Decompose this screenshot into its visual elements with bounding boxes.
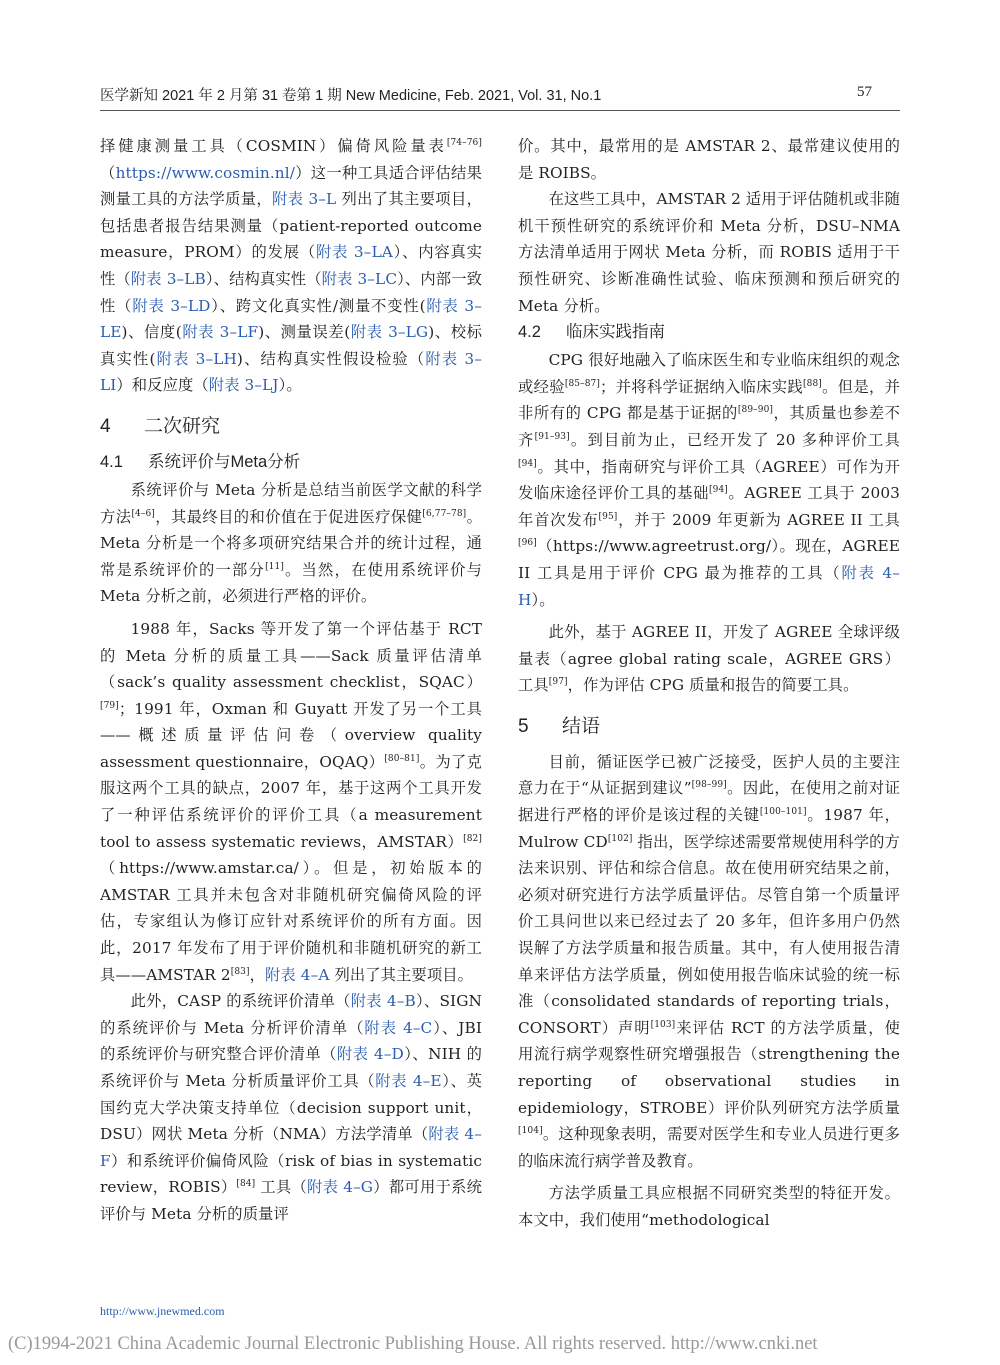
text: 价。其中，最常用的是 AMSTAR 2、最常建议使用的是 ROIBS。 (518, 137, 900, 182)
text: （https://www.agreetrust.org/）。现在，AGREE II 工具是用于评价 CPG 最为推荐的工具（ (518, 537, 900, 582)
appendix-link[interactable]: 附表 3–LH (155, 349, 237, 368)
text: ）和系统评价偏倚风险（risk of bias in systematic review，ROBIS） (100, 1151, 482, 1197)
citation-ref[interactable]: [102] (607, 833, 633, 844)
citation-ref[interactable]: [83] (230, 966, 250, 977)
section-number: 4 (100, 415, 111, 437)
paragraph-cpg (518, 347, 900, 613)
citation-ref[interactable]: [82] (463, 833, 482, 844)
section-title: 结语 (562, 715, 601, 737)
text: ）。 (531, 590, 555, 609)
paragraph-methodological (518, 1180, 900, 1233)
text: 。1987 年，Mulrow CD (518, 806, 900, 851)
paragraph-amstar-history (100, 616, 482, 988)
appendix-link[interactable]: 附表 3–LE (100, 296, 483, 342)
cosmin-url-link[interactable]: https://www.cosmin.nl/ (115, 163, 296, 182)
text: （ (100, 163, 116, 182)
citation-ref[interactable]: [97] (548, 677, 568, 688)
text: CPG 很好地融入了临床医生和专业临床组织的观念或经验 (518, 351, 900, 396)
text: ；1991 年，Oxman 和 Guyatt 开发了另一个工具——概述质量评估问卷（overview quality assessment questionnaire，OQAQ） (100, 699, 482, 771)
citation-ref[interactable]: [6,77–78] (422, 508, 467, 519)
text: ；并将科学证据纳入临床实践 (600, 377, 804, 396)
citation-ref[interactable]: [94] (518, 458, 537, 469)
citation-ref[interactable]: [80–81] (384, 753, 420, 764)
citation-ref[interactable]: [74–76] (446, 138, 482, 148)
text: ）、英国约克大学决策支持单位（decision support unit，DSU）网状 Meta 分析（NMA）方法学清单（ (100, 1072, 482, 1144)
appendix-link[interactable]: 附表 3–LA (316, 243, 393, 262)
subsection-heading-4-2 (518, 319, 900, 345)
right-column (518, 133, 900, 1234)
text: 。Meta 分析是一个将多项研究结果合并的统计过程，通常是系统评价的一部分 (100, 507, 483, 579)
text: ）、结构真实性（ (205, 269, 322, 288)
appendix-link[interactable]: 附表 4–A (265, 965, 330, 984)
section-title: 临床实践指南 (566, 323, 665, 342)
text: 1988 年，Sacks 等开发了第一个评估基于 RCT 的 Meta 分析的质量工具——Sack 质量评估清单（sack’s quality assessment checklist，SQAC） (100, 619, 482, 692)
citation-ref[interactable]: [88] (803, 378, 822, 389)
section-number: 4.2 (518, 323, 541, 342)
appendix-link[interactable]: 附表 4–B (350, 992, 416, 1011)
text: )、信度( (121, 323, 182, 342)
text: 在这些工具中，AMSTAR 2 适用于评估随机或非随机干预性研究的系统评价和 Meta 分析，DSU–NMA 方法清单适用于网状 Meta 分析，而 ROBIS 适用于干预性研究、诊断准确性试验、临床预测和预后研究的 Meta 分析。 (518, 190, 900, 315)
section-heading-5 (518, 713, 900, 741)
text: 。因此，在使用之前对证据进行严格的评价是该过程的关键 (518, 779, 900, 825)
section-title: 二次研究 (144, 415, 221, 437)
appendix-link[interactable]: 附表 3–LG (350, 323, 429, 342)
text: ）这一种工具适合评估结果测量工具的方法学质量， (100, 163, 482, 209)
citation-ref[interactable]: [91–93] (534, 431, 570, 442)
paragraph-sr-meta (100, 477, 482, 610)
text: ）都可用于系统评价与 Meta 分析的质量评 (100, 1178, 482, 1223)
text: 择健康测量工具（COSMIN）偏倚风险量表 (100, 137, 447, 155)
text: ，其最终目的和价值在于促进医疗保健 (154, 507, 423, 526)
text: ，并于 2009 年更新为 AGREE II 工具 (617, 510, 900, 529)
header-rule (100, 110, 900, 111)
appendix-link[interactable]: 附表 3–LB (130, 269, 206, 288)
appendix-link[interactable]: 附表 3–LD (132, 296, 211, 315)
text: )、测量误差( (258, 323, 351, 342)
appendix-link[interactable]: 附表 4–G (307, 1178, 374, 1197)
subsection-heading-4-1 (100, 449, 482, 475)
appendix-link[interactable]: 附表 3–LJ (208, 376, 279, 395)
text: 。AGREE 工具于 2003 年首次发布 (518, 484, 900, 529)
paragraph-cosmin (100, 133, 482, 399)
text: ）、跨文化真实性/测量不变性( (210, 296, 426, 315)
citation-ref[interactable]: [11] (265, 561, 284, 572)
citation-ref[interactable]: [98–99] (691, 780, 727, 791)
text: 目前，循证医学已被广泛接受，医护人员的主要注意力在于“从证据到建议” (518, 752, 900, 798)
text: ）、内容真实性（ (100, 243, 482, 288)
text: ，作为评估 CPG 质量和报告的简要工具。 (567, 676, 859, 695)
appendix-link[interactable]: 附表 4–H (518, 563, 900, 609)
text: 。当然，在使用系统评价与 Meta 分析之前，必须进行严格的评价。 (100, 560, 482, 606)
citation-ref[interactable]: [89–90] (737, 405, 774, 416)
appendix-link[interactable]: 附表 4–E (375, 1072, 442, 1090)
text: ）、JBI 的系统评价与研究整合评价清单（ (100, 1018, 482, 1064)
text: ， (249, 965, 265, 984)
appendix-link[interactable]: 附表 4–D (336, 1045, 404, 1064)
text: ）。 (278, 376, 302, 395)
paragraph-other-tools (100, 988, 482, 1227)
section-number: 5 (518, 715, 529, 737)
text: 列出了其主要项目，包括患者报告结果测量（patient-reported outcome measure，PROM）的发展（ (100, 190, 482, 262)
text: ）、内部一致性（ (100, 269, 483, 315)
left-column (100, 133, 482, 1228)
citation-ref[interactable]: [100–101] (759, 807, 807, 818)
paragraph-continued (518, 133, 900, 186)
paragraph-agree-grs (518, 619, 900, 699)
text: 。但是，并非所有的 CPG 都是基于证据的 (518, 377, 900, 423)
citation-ref[interactable]: [84] (236, 1179, 256, 1190)
appendix-link[interactable]: 附表 4–C (364, 1018, 433, 1037)
text: )、结构真实性假设检验（ (236, 349, 426, 368)
text: 工具（ (255, 1178, 308, 1197)
text: 。为了克服这两个工具的缺点，2007 年，基于这两个工具开发了一种评估系统评价的评价工具（a measurement tool to assess systematic reviews，AMSTAR） (100, 752, 482, 851)
citation-ref[interactable]: [104] (518, 1126, 543, 1137)
text: 此外，CASP 的系统评价清单（ (130, 992, 351, 1011)
text: ，其质量也参差不齐 (518, 404, 900, 449)
text: （https://www.amstar.ca/）。但是，初始版本的 AMSTAR 工具并未包含对非随机研究偏倚风险的评估，专家组认为修订应针对系统评价的所有方面。因此，2017 年发布了用于评价随机和非随机研究的新工具——AMSTAR 2 (100, 859, 482, 984)
text: ）、NIH 的系统评价与 Meta 分析质量评价工具（ (100, 1045, 482, 1090)
text: 来评估 RCT 的方法学质量，使用流行病学观察性研究增强报告（strengthening the reporting of observational studies in epidemiology，STROBE）评价队列研究方法学质量 (518, 1018, 900, 1117)
section-number: 4.1 (100, 452, 123, 471)
appendix-link[interactable]: 附表 3–LC (321, 269, 398, 288)
appendix-link[interactable]: 附表 3–LI (100, 349, 483, 395)
text: )、校标真实性( (100, 323, 482, 368)
citation-ref[interactable]: [79] (100, 700, 119, 711)
paragraph-tool-scope (518, 186, 900, 319)
section-title: 系统评价与Meta分析 (148, 452, 301, 471)
text: ）、SIGN 的系统评价与 Meta 分析评价清单（ (100, 992, 482, 1037)
page-number: 57 (857, 84, 872, 100)
text: 。到目前为止，已经开发了 20 多种评价工具 (569, 430, 900, 449)
appendix-link[interactable]: 附表 3–LF (181, 323, 259, 342)
text: 列出了其主要项目。 (329, 965, 474, 984)
text: 。这种现象表明，需要对医学生和专业人员进行更多的临床流行病学普及教育。 (518, 1125, 900, 1170)
running-header (100, 84, 900, 106)
text: 指出，医学综述需要常规使用科学的方法来识别、评估和综合信息。故在使用研究结果之前，必须对研究进行方法学质量评估。尽管自第一个质量评价工具问世以来已经过去了 20 多年，但许多用户仍然误解了方法学质量和报告质量。其中，有人使用报告清单来评估方法学质量，例如使用报告临床试验的统一标准（consolidated standards of reporting trials，CONSORT）声明 (518, 832, 900, 1037)
text: 此外，基于 AGREE II，开发了 AGREE 全球评级量表（agree global rating scale，AGREE GRS）工具 (518, 623, 900, 695)
appendix-link[interactable]: 附表 4–F (100, 1125, 482, 1170)
citation-ref[interactable]: [4–6] (131, 508, 155, 519)
section-heading-4 (100, 413, 482, 441)
journal-citation: 医学新知 2021 年 2 月第 31 卷第 1 期 New Medicine, Feb. 2021, Vol. 31, No.1 (100, 88, 602, 104)
citation-ref[interactable]: [85–87] (564, 378, 600, 389)
cnki-copyright-line: (C)1994-2021 China Academic Journal Electronic Publishing House. All rights reserved. http://www.cnki.net (8, 1334, 818, 1354)
text: 系统评价与 Meta 分析是总结当前医学文献的科学方法 (100, 480, 482, 526)
text: 方法学质量工具应根据不同研究类型的特征开发。本文中，我们使用“methodological (518, 1184, 900, 1229)
text: ）和反应度（ (116, 376, 209, 395)
citation-ref[interactable]: [94] (709, 485, 728, 496)
citation-ref[interactable]: [96] (518, 538, 537, 549)
citation-ref[interactable]: [95] (598, 511, 618, 522)
citation-ref[interactable]: [103] (650, 1019, 676, 1030)
text: 。其中，指南研究与评价工具（AGREE）可作为开发临床途径评价工具的基础 (518, 457, 900, 503)
journal-url-link[interactable]: http://www.jnewmed.com (100, 1304, 225, 1318)
appendix-link[interactable]: 附表 3–L (271, 190, 337, 209)
paragraph-conclusion (518, 749, 900, 1175)
